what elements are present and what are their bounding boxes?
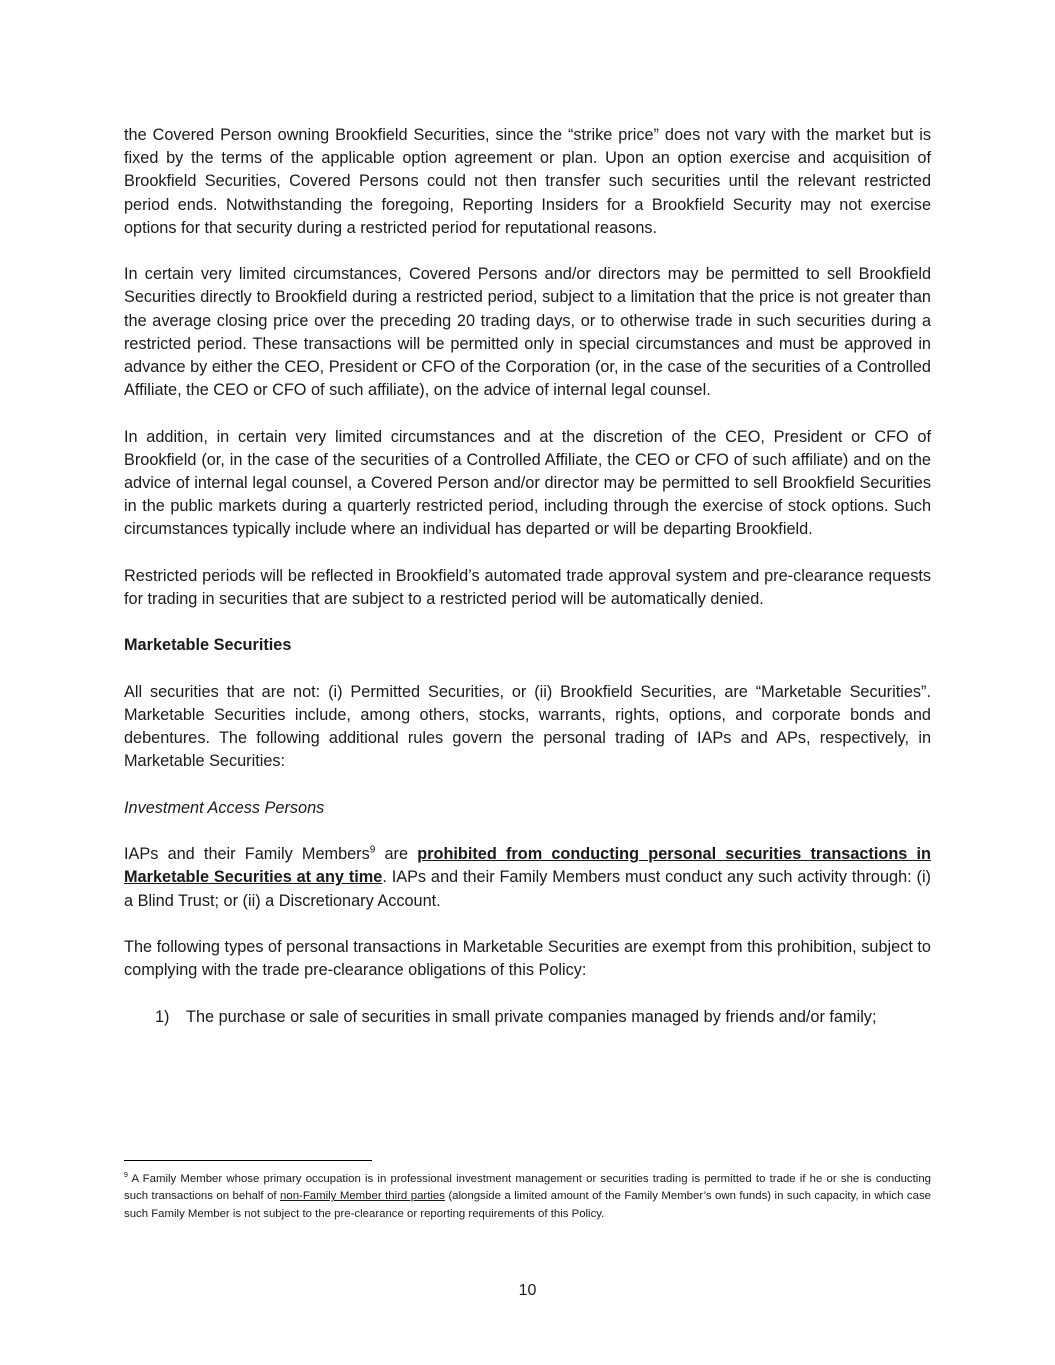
paragraph-exemptions: The following types of personal transactions in Marketable Securities are exempt from this prohibition, subject to complying with the trade pre-clearance obligations of this Policy:: [124, 937, 931, 980]
iap-prohibition-emphasis: prohibited from conducting personal securities transactions in Marketable Securities at any time: [124, 845, 931, 887]
iap-text-end: . IAPs and their Family Members must conduct any such activity through: (i) a Blind Trust; or (ii) a Discretionary Account.: [124, 868, 931, 910]
paragraph-public-market-sale: In addition, in certain very limited circumstances and at the discretion of the CEO, President or CFO of Brookfield (or, in the case of the securities of a Controlled Affiliate, the CEO or CFO of such affiliate) and on the advice of internal legal counsel, a Covered Person and/or director may be permitted to sell Brookfield Securities in the public markets during a quarterly restricted period, including through the exercise of stock options. Such circumstances typically include where an individual has departed or will be departing Brookfield.: [124, 427, 931, 539]
list-item-number: 1): [155, 1007, 170, 1026]
subheading-investment-access-persons: Investment Access Persons: [124, 798, 325, 817]
paragraph-option-exercise: the Covered Person owning Brookfield Securities, since the “strike price” does not vary with the market but is fixed by the terms of the applicable option agreement or plan. Upon an option exercise and acquisition of Brookfield Securities, Covered Persons could not then transfer such securities until the relevant restricted period ends. Notwithstanding the foregoing, Reporting Insiders for a Brookfield Security may not exercise options for that security during a restricted period for reputational reasons.: [124, 126, 931, 237]
iap-text-are: are: [375, 845, 418, 864]
section-heading-marketable-securities: Marketable Securities: [124, 636, 292, 655]
paragraph-marketable-definition: All securities that are not: (i) Permitted Securities, or (ii) Brookfield Securities, are “Marketable Securities”. Marketable Securities include, among others, stocks, warrants, rights, options, and corporate bonds and debentures. The following additional rules govern the personal trading of IAPs and APs, respectively, in Marketable Securities:: [124, 682, 931, 771]
page-body: [124, 124, 931, 1029]
page-number: 10: [518, 1282, 537, 1299]
footnote-divider: [124, 1160, 372, 1161]
footnote-text-start: A Family Member whose primary occupation is in professional investment management or securities trading is permitted to trade if he or she is conducting such transactions on behalf of: [124, 1173, 931, 1203]
footnote-reference: 9: [369, 844, 376, 856]
paragraph-restricted-periods: Restricted periods will be reflected in Brookfield’s automated trade approval system and pre-clearance requests for trading in securities that are subject to a restricted period will be automatically denied.: [124, 566, 931, 609]
iap-text-start: IAPs and their Family Members: [124, 845, 370, 864]
list-item-text: The purchase or sale of securities in small private companies managed by friends and/or family;: [186, 1007, 877, 1026]
footnote-number: 9: [124, 1172, 128, 1180]
footnote: [124, 1171, 931, 1223]
paragraph-iap-prohibition: [124, 843, 931, 913]
paragraph-sell-to-brookfield: In certain very limited circumstances, Covered Persons and/or directors may be permitted to sell Brookfield Securities directly to Brookfield during a restricted period, subject to a limitation that the price is not greater than the average closing price over the preceding 20 trading days, or to otherwise trade in such securities during a restricted period. These transactions will be permitted only in special circumstances and must be approved in advance by either the CEO, President or CFO of the Corporation (or, in the case of the securities of a Controlled Affiliate, the CEO or CFO of such affiliate), on the advice of internal legal counsel.: [124, 265, 931, 400]
footnote-underlined-text: non-Family Member third parties: [280, 1190, 445, 1203]
footnote-text-end: (alongside a limited amount of the Family Member’s own funds) in such capacity, in which case such Family Member is not subject to the pre-clearance or reporting requirements of this Policy.: [124, 1190, 931, 1220]
list-item: [155, 1006, 931, 1029]
